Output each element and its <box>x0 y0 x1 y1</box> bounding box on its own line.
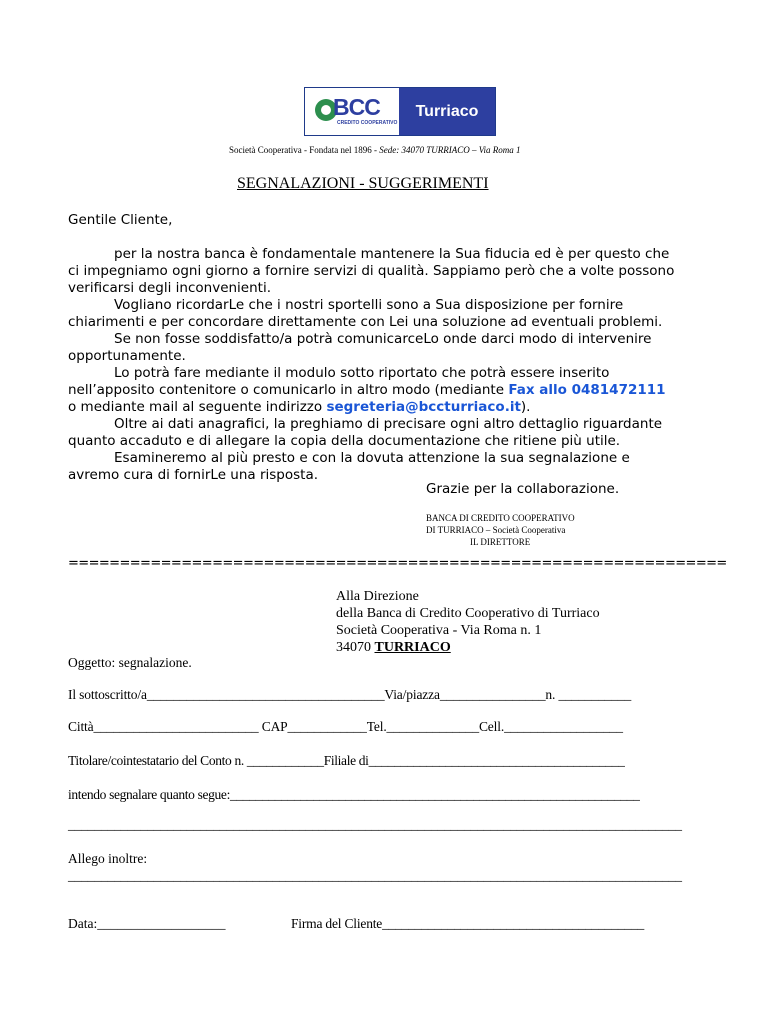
greeting: Gentile Cliente, <box>68 212 173 228</box>
page-title: SEGNALAZIONI - SUGGERIMENTI <box>237 175 489 192</box>
para-4-line-3 <box>68 399 726 416</box>
separator-line: ================================================================ <box>68 556 727 571</box>
logo-subtitle: CREDITO COOPERATIVO <box>337 120 398 126</box>
para-4-end: ). <box>520 399 531 415</box>
para-6-line-2: avremo cura di fornirLe una risposta. <box>68 467 319 483</box>
signature-line-3: IL DIRETTORE <box>470 537 531 547</box>
para-5-line-2: quanto accaduto e di allegare la copia della documentazione che ritiene più utile. <box>68 433 621 449</box>
email-link[interactable]: segreteria@bccturriaco.it <box>326 399 521 415</box>
signature-line-1: BANCA DI CREDITO COOPERATIVO <box>426 513 575 523</box>
para-4-line-2 <box>68 382 726 399</box>
form-signature-field[interactable]: Firma del Cliente________________________________________ <box>291 916 645 931</box>
para-1-line-2: ci impegniamo ogni giorno a fornire servizi di qualità. Sappiamo però che a volte possono <box>68 263 675 279</box>
fax-number: Fax allo 0481472111 <box>508 382 666 398</box>
form-row-account[interactable]: Titolare/cointestatario del Conto n. ____________Filiale di________________________________________ <box>68 753 625 768</box>
logo-mark-area <box>305 88 399 135</box>
form-date-field[interactable]: Data:___________________ <box>68 916 226 931</box>
address-block <box>336 588 600 656</box>
para-4-text: nell’apposito contenitore o comunicarlo in altro modo (mediante <box>68 382 509 398</box>
para-1-line-3: verificarsi degli inconvenienti. <box>68 280 272 296</box>
signature-line-2: DI TURRIACO – Società Cooperativa <box>426 525 566 535</box>
address-postcode: 34070 <box>336 640 375 655</box>
para-3-line-2: opportunamente. <box>68 348 186 364</box>
form-row-report-continued[interactable]: _____________________________________________________________________________________________ <box>68 817 682 832</box>
form-row-city-contacts[interactable]: Città_________________________ CAP____________Tel.______________Cell.__________________ <box>68 719 623 734</box>
para-1-line-1: per la nostra banca è fondamentale mantenere la Sua fiducia ed è per questo che <box>114 246 670 262</box>
form-row-name-address[interactable]: Il sottoscritto/a____________________________________Via/piazza________________n. ___________ <box>68 687 632 702</box>
bcc-turriaco-logo <box>304 87 496 136</box>
letter-body <box>68 246 726 484</box>
form-attachments-label: Allego inoltre: <box>68 851 148 866</box>
para-3-line-1: Se non fosse soddisfatto/a potrà comunicarceLo onde darci modo di intervenire <box>114 331 652 347</box>
para-2-line-1: Vogliano ricordarLe che i nostri sportelli sono a Sua disposizione per fornire <box>114 297 624 313</box>
logo-name: Turriaco <box>399 88 495 135</box>
address-line-1: Alla Direzione <box>336 589 419 604</box>
form-row-attachments[interactable]: _____________________________________________________________________________________________ <box>68 868 682 883</box>
header-line-plain: Società Cooperativa - Fondata nel 1896 - <box>229 145 380 155</box>
logo-brand: BCC <box>333 94 380 120</box>
address-city: TURRIACO <box>374 640 451 655</box>
para-4-line-1: Lo potrà fare mediante il modulo sotto riportato che potrà essere inserito <box>114 365 610 381</box>
address-line-3: Società Cooperativa - Via Roma n. 1 <box>336 623 542 638</box>
address-line-2: della Banca di Credito Cooperativo di Turriaco <box>336 606 600 621</box>
thanks-line: Grazie per la collaborazione. <box>426 481 620 497</box>
para-2-line-2: chiarimenti e per concordare direttamente con Lei una soluzione ad eventuali problemi. <box>68 314 663 330</box>
form-row-report[interactable]: intendo segnalare quanto segue:________________________________________________________________ <box>68 787 640 802</box>
header-line <box>229 145 521 155</box>
address-line-4 <box>336 639 600 656</box>
signature-block <box>426 512 575 548</box>
header-line-italic: Sede: 34070 TURRIACO – Via Roma 1 <box>379 145 521 155</box>
para-6-line-1: Esamineremo al più presto e con la dovuta attenzione la sua segnalazione e <box>114 450 630 466</box>
subject-line: Oggetto: segnalazione. <box>68 655 192 670</box>
para-4-mail-text: o mediante mail al seguente indirizzo <box>68 399 327 415</box>
para-5-line-1: Oltre ai dati anagrafici, la preghiamo di precisare ogni altro dettaglio riguardante <box>114 416 663 432</box>
